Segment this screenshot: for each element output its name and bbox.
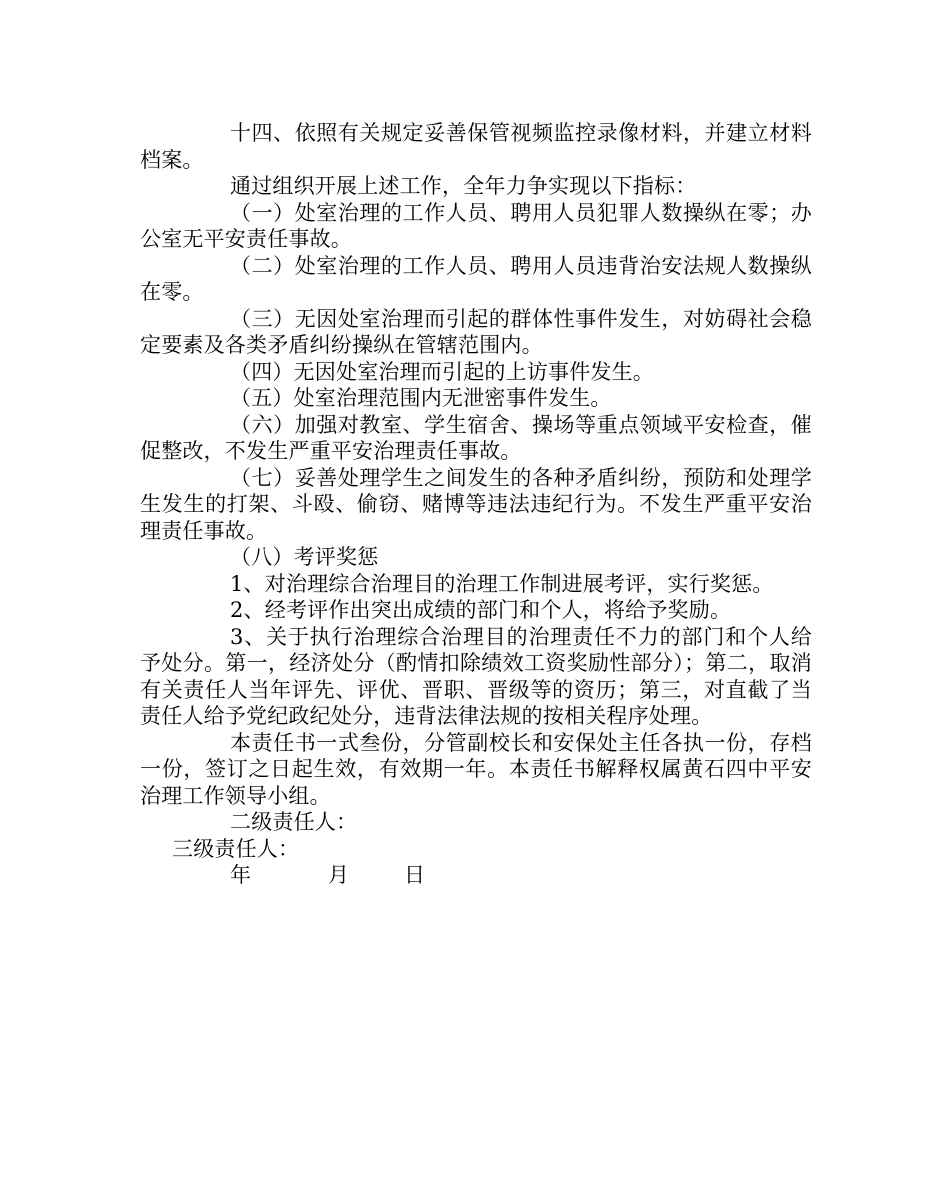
paragraph-target-6: （六）加强对教室、学生宿舍、操场等重点领域平安检查，催促整改，不发生严重平安治理责任事故。	[140, 412, 812, 463]
paragraph-target-5: （五）处室治理范围内无泄密事件发生。	[230, 386, 612, 410]
signature-date-line	[140, 862, 812, 889]
paragraph-target-2: （二）处室治理的工作人员、聘用人员违背治安法规人数操纵在零。	[140, 253, 812, 304]
paragraph-evaluation-3: 3、关于执行治理综合治理目的治理责任不力的部门和个人给予处分。第一，经济处分（酌情扣除绩效工资奖励性部分）；第二，取消有关责任人当年评先、评优、晋职、晋级等的资历；第三，对直截了当责任人给予党纪政纪处分，违背法律法规的按相关程序处理。	[140, 624, 812, 728]
date-day-label: 日	[404, 863, 426, 887]
paragraph-evaluation-1: 1、对治理综合治理目的治理工作制进展考评，实行奖惩。	[230, 571, 774, 596]
third-level-signatory-label: 三级责任人：	[172, 836, 300, 861]
paragraph-item-14: 十四、依照有关规定妥善保管视频监控录像材料，并建立材料档案。	[140, 121, 812, 172]
section-heading-evaluation: （八）考评奖惩	[230, 545, 379, 569]
paragraph-target-4: （四）无因处室治理而引起的上访事件发生。	[230, 359, 654, 384]
paragraph-target-3: （三）无因处室治理而引起的群体性事件发生，对妨碍社会稳定要素及各类矛盾纠纷操纵在管辖范围内。	[140, 306, 812, 357]
paragraph-copies-validity: 本责任书一式叁份，分管副校长和安保处主任各执一份，存档一份，签订之日起生效，有效期一年。本责任书解释权属黄石四中平安治理工作领导小组。	[140, 730, 812, 808]
date-year-label: 年	[230, 863, 252, 887]
paragraph-targets-intro: 通过组织开展上述工作，全年力争实现以下指标：	[230, 174, 697, 198]
date-month-label: 月	[328, 863, 350, 887]
paragraph-target-1: （一）处室治理的工作人员、聘用人员犯罪人数操纵在零；办公室无平安责任事故。	[140, 200, 812, 251]
paragraph-target-7: （七）妥善处理学生之间发生的各种矛盾纠纷，预防和处理学生发生的打架、斗殴、偷窃、赌博等违法违纪行为。不发生严重平安治理责任事故。	[140, 465, 812, 543]
second-level-signatory-label: 二级责任人：	[230, 810, 358, 834]
document-body	[140, 120, 812, 889]
paragraph-evaluation-2: 2、经考评作出突出成绩的部门和个人，将给予奖励。	[230, 598, 732, 622]
